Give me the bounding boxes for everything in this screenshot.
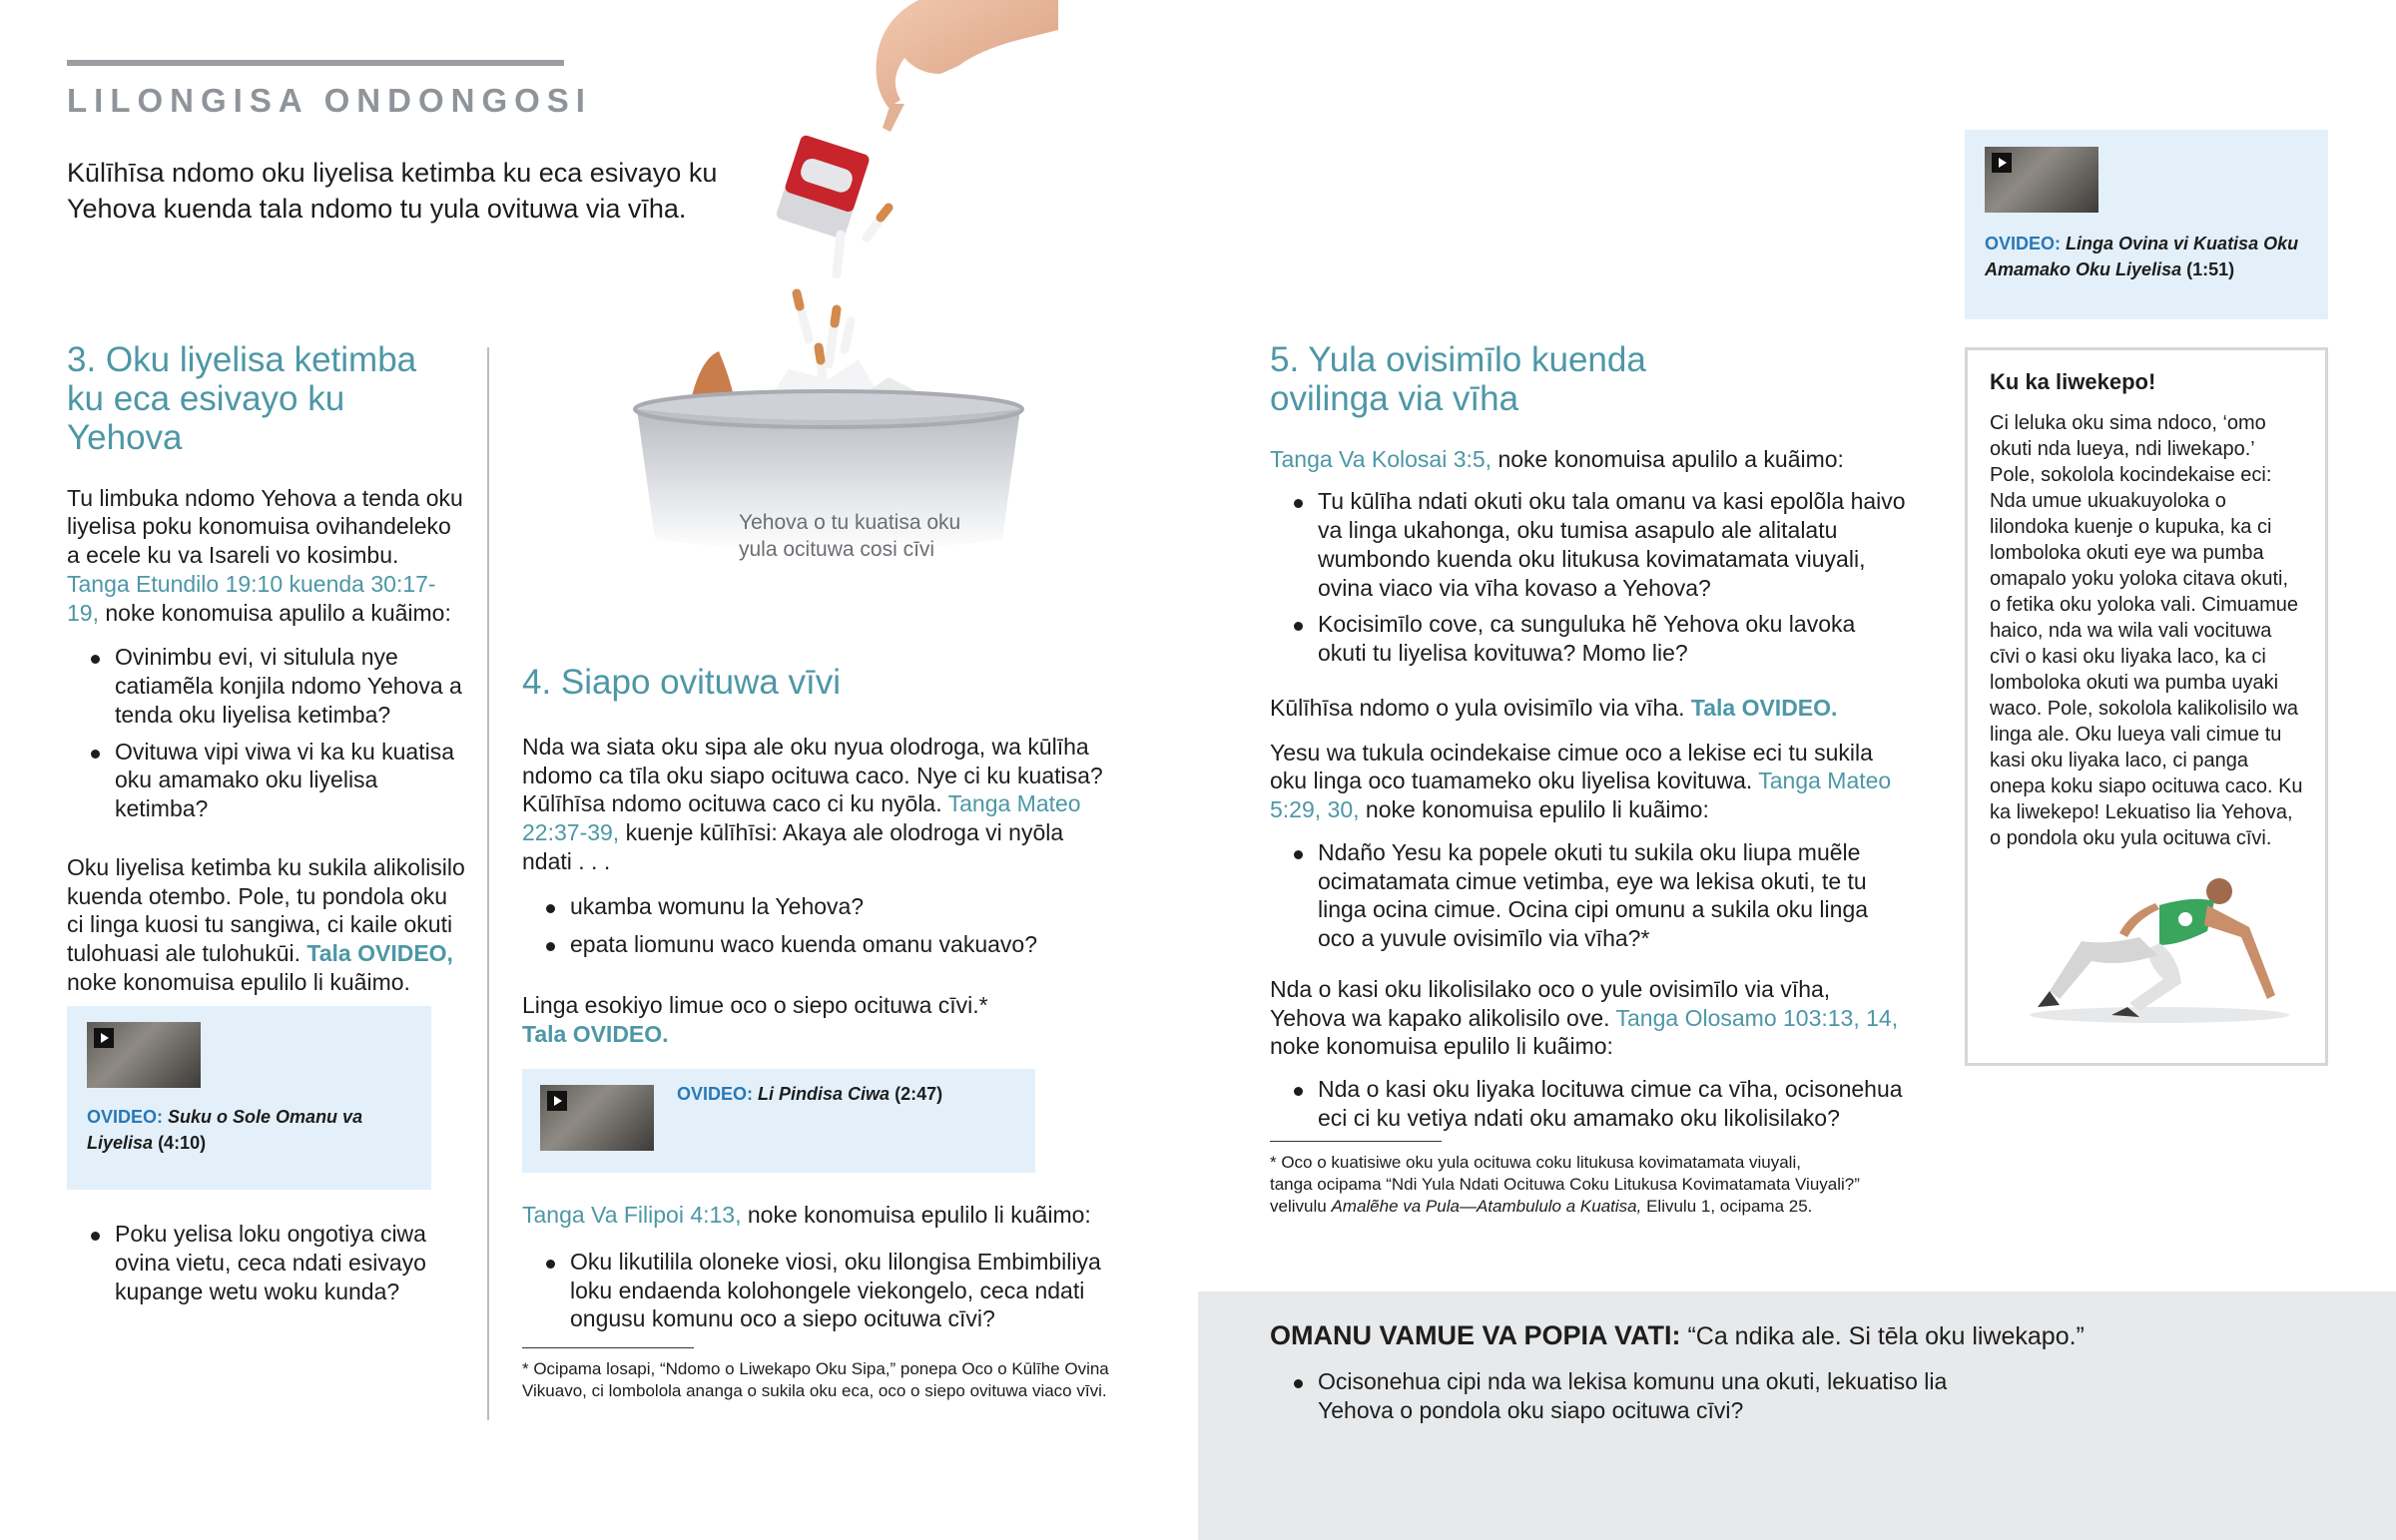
section4 [522,664,1111,1049]
list-item: Ovituwa vipi viwa vi ka ku kuatisa oku amamako oku liyelisa ketimba? [67,738,466,823]
video-thumbnail[interactable] [87,1022,201,1088]
bottom-heading-line [1270,1319,2324,1353]
scripture-link[interactable]: Tanga Olosamo 103:13, 14, [1615,1004,1899,1031]
list-item: Oku likutilila oloneke viosi, oku lilongisa Embimbiliya loku endaenda kolohongele viekongelo, ceca ndati ongusu komunu oco a siepo ocituwa cīvi? [522,1248,1111,1333]
section4-title: 4. Siapo ovituwa vīvi [522,663,842,702]
section5-para2: Kūlīhīsa ndomo o yula ovisimīlo via vīha. Tala OVIDEO. [1270,694,1838,721]
section5-para4: Nda o kasi oku likolisilako oco o yule ovisimīlo via vīha, Yehova wa kapako alikolisilo ove. Tanga Olosamo 103:13, 14, noke konomuisa epulilo li kuãimo: [1270,975,1899,1060]
runner-illustration [2010,875,2299,1025]
bottom-quote: “Ca ndika ale. Si tēla oku liwekapo.” [1687,1322,2085,1350]
list-item: ukamba womunu la Yehova? [522,892,1111,921]
video-caption: OVIDEO: Suku o Sole Omanu va Liyelisa (4:10) [87,1107,363,1154]
play-icon[interactable] [1992,153,2012,173]
sidebar-title: Ku ka liwekepo! [1990,369,2156,394]
video-box-right[interactable] [1965,130,2328,319]
list-item: Kocisimīlo cove, ca sunguluka hẽ Yehova oku lavoka okuti tu liyelisa kovituwa? Momo lie? [1270,610,1909,668]
section5-question2 [1270,838,1909,953]
section5-para1: Tanga Va Kolosai 3:5, noke konomuisa apulilo a kuãimo: [1270,445,1844,472]
section3-para1: Tu limbuka ndomo Yehova a tenda oku liyelisa poku konomuisa ovihandeleko a ecele ku va Isareli vo kosimbu. Tanga Etundilo 19:10 kuenda 30:17-19, noke konomuisa apulilo a kuãimo: [67,484,463,626]
bottom-panel [1198,1291,2396,1540]
play-icon[interactable] [94,1028,114,1048]
list-item: Ovinimbu evi, vi situlula nye catiamẽla konjila ndomo Yehova a tenda oku liyelisa ketimba? [67,643,466,729]
video-link[interactable]: Tala OVIDEO, [306,940,453,967]
section5 [1270,341,1909,1218]
sidebar-box [1965,347,2328,1066]
section3-title: 3. Oku liyelisa ketimba ku eca esivayo ku Yehova [67,340,417,457]
section5-question3 [1270,1075,1909,1133]
section4-para1: Nda wa siata oku sipa ale oku nyua olodroga, wa kūlīha ndomo ca tīla oku siapo ocituwa caco. Nye ci ku kuatisa? Kūlīhīsa ndomo ocituwa caco ci ku nyōla. Tanga Mateo 22:37-39, kuenje kūlīhīsi: Akaya ale olodroga vi nyōla ndati . . . [522,733,1103,874]
list-item: Ocisonehua cipi nda wa lekisa komunu una okuti, lekuatiso lia Yehova o pondola oku siapo ocituwa cīvi? [1270,1367,1989,1425]
video-box-section3[interactable] [67,1006,431,1190]
video-thumbnail[interactable] [1985,147,2098,213]
play-icon[interactable] [547,1091,567,1111]
intro-text: Kūlīhīsa ndomo oku liyelisa ketimba ku eca esivayo ku Yehova kuenda tala ndomo tu yula ovituwa via vīha. [67,158,718,224]
list-item: Ndaño Yesu ka popele okuti tu sukila oku liupa muẽle ocimatamata cimue vetimba, eye wa lekisa okuti, te tu linga ocina cimue. Ocina cipi omunu a sukila oku linga oco a yuvule ovisimīlo via vīha?* [1270,838,1909,953]
list-item: Tu kūlīha ndati okuti oku tala omanu va kasi epolõla haivo va linga ukahonga, oku tumisa asapulo ale alitalatu wumbondo kuenda oku litukusa kovimatamata viuyali, ovina viaco via vīha kovaso a Yehova? [1270,487,1909,602]
section3-questions [67,643,466,823]
list-item: Nda o kasi oku liyaka locituwa cimue ca vīha, ocisonehua eci ci ku vetiya ndati oku amamako oku likolisilako? [1270,1075,1909,1133]
section3 [67,341,466,997]
column-divider [487,347,489,1420]
video-box-section4[interactable] [522,1069,1035,1173]
video-caption: OVIDEO: Li Pindisa Ciwa (2:47) [677,1084,943,1104]
footnote-rule [1270,1141,1442,1142]
sidebar-body: Ci leluka oku sima ndoco, ‘omo okuti nda lueya, ndi liwekapo.’ Pole, sokolola kocindekaise eci: Nda umue ukuakuyoloka o lilondoka kuenje o kupuka, ka ci lomboloka okuti eye wa pumba omapalo yoku yoloka citava okuti, o fetika oku yoloka vali. Cimuamue haico, nda wa wila vali vocituwa cīvi o kasi oku liyaka laco, ka ci lomboloka okuti wa pumba uyaki waco. Pole, sokolola kalikolisilo wa linga ale. Oku lueya vali cimue tu kasi oku liyaka laco, ci panga onepa koku siapo ocituwa caco. Ku ka liwekepo! Lekuatiso lia Yehova, o pondola oku yula ocituwa cīvi. [1990,411,2303,849]
video-thumbnail[interactable] [540,1085,654,1151]
section5-title: 5. Yula ovisimīlo kuenda ovilinga via vīha [1270,340,1646,418]
footnote-rule [522,1347,694,1348]
illustration-caption: Yehova o tu kuatisa oku yula ocituwa cosi cīvi [739,511,961,562]
trash-bin-illustration [619,0,1058,559]
bottom-heading: OMANU VAMUE VA POPIA VATI: [1270,1320,1681,1350]
section4-tail [522,1201,1111,1402]
section4-footnote: * Ocipama losapi, “Ndomo o Liwekapo Oku Sipa,” ponepa Oco o Kūlīhe Ovina Vikuavo, ci lombolola ananga o sukila oku eca, oco o siepo ovituwa viaco vīvi. [522,1359,1109,1401]
section4-para2: Linga esokiyo limue oco o siepo ocituwa cīvi.* Tala OVIDEO. [522,992,988,1047]
section4-para3: Tanga Va Filipoi 4:13, noke konomuisa epulilo li kuãimo: [522,1202,1091,1228]
section3-last-question [67,1220,466,1313]
section4-last-question [522,1248,1111,1333]
section4-questions [522,892,1111,960]
video-link[interactable]: Tala OVIDEO. [522,1020,669,1047]
scripture-link[interactable]: Tanga Mateo 5:29, 30, [1270,768,1892,823]
section5-questions [1270,487,1909,668]
scripture-link[interactable]: Tanga Va Filipoi 4:13, [522,1202,742,1228]
scripture-link[interactable]: Tanga Mateo 22:37-39, [522,790,1081,846]
list-item: epata liomunu waco kuenda omanu vakuavo? [522,930,1111,959]
video-caption: OVIDEO: Linga Ovina vi Kuatisa Oku Amamako Oku Liyelisa (1:51) [1985,234,2299,280]
section3-para2: Oku liyelisa ketimba ku sukila alikolisilo kuenda otembo. Pole, tu pondola oku ci linga kuosi tu sangiwa, ci kaile okuti tulohuasi ale tulohukūi. Tala OVIDEO, noke konomuisa epulilo li kuãimo. [67,853,465,995]
section5-para3: Yesu wa tukula ocindekaise cimue oco a lekise eci tu sukila oku linga oco tuamameko oku liyelisa kovituwa. Tanga Mateo 5:29, 30, noke konomuisa epulilo li kuãimo: [1270,739,1892,823]
video-link[interactable]: Tala OVIDEO. [1690,694,1838,721]
header-rule [67,60,564,66]
list-item: Poku yelisa loku ongotiya ciwa ovina vietu, ceca ndati esivayo kupange wetu woku kunda? [67,1220,466,1305]
scripture-link[interactable]: Tanga Etundilo 19:10 kuenda 30:17-19, [67,570,436,626]
section5-footnote: * Oco o kuatisiwe oku yula ocituwa coku litukusa kovimatamata viuyali, tanga ocipama “Ndi Yula Ndati Ocituwa Coku Litukusa Kovimatamata Viuyali?” velivulu Amalẽhe va Pula—Atambululo a Kuatisa, Elivulu 1, ocipama 25. [1270,1152,1860,1216]
page-kicker: LILONGISA ONDONGOSI [67,82,592,119]
scripture-link[interactable]: Tanga Va Kolosai 3:5, [1270,445,1493,472]
bottom-question [1270,1367,1989,1425]
